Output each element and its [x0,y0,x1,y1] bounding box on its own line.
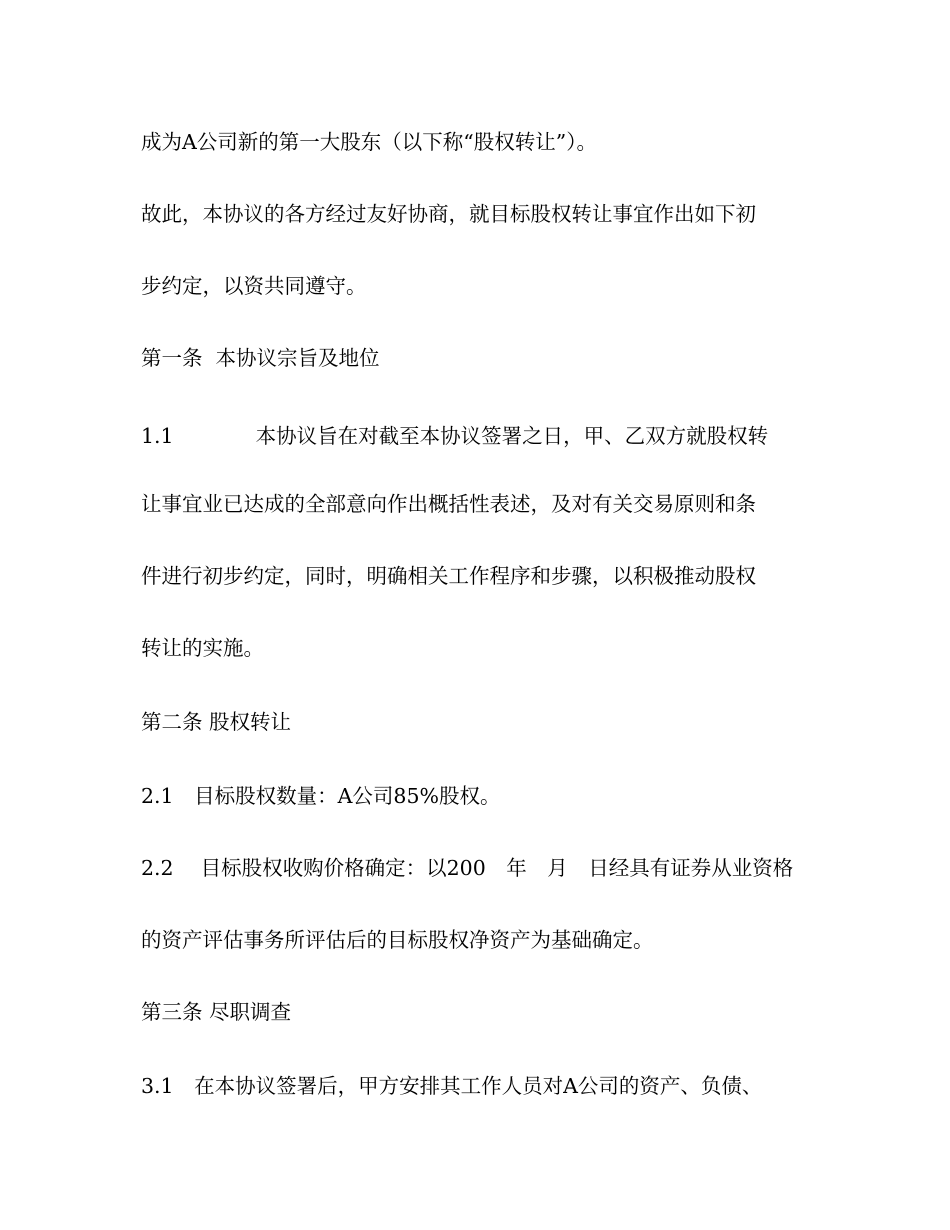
text-line: 3.1 在本协议签署后，甲方安排其工作人员对A公司的资产、负债、 [141,1074,763,1098]
text-line: 的资产评估事务所评估后的目标股权净资产为基础确定。 [141,928,654,952]
section-heading: 第三条 尽职调查 [141,1000,292,1024]
section-heading: 第二条 股权转让 [141,710,292,734]
text-line: 转让的实施。 [141,636,264,660]
text-line: 1.1 本协议旨在对截至本协议签署之日，甲、乙双方就股权转 [141,424,769,448]
text-line: 成为A公司新的第一大股东（以下称“股权转让”）。 [141,130,598,154]
text-line: 故此，本协议的各方经过友好协商，就目标股权转让事宜作出如下初 [141,202,756,226]
text-line: 件进行初步约定，同时，明确相关工作程序和步骤，以积极推动股权 [141,564,756,588]
text-line: 2.1 目标股权数量：A公司85%股权。 [141,784,501,808]
text-line: 步约定，以资共同遵守。 [141,274,367,298]
text-line: 让事宜业已达成的全部意向作出概括性表述，及对有关交易原则和条 [141,492,756,516]
text-line: 2.2 目标股权收购价格确定：以200 年 月 日经具有证券从业资格 [141,856,794,880]
section-heading: 第一条 本协议宗旨及地位 [141,346,380,370]
